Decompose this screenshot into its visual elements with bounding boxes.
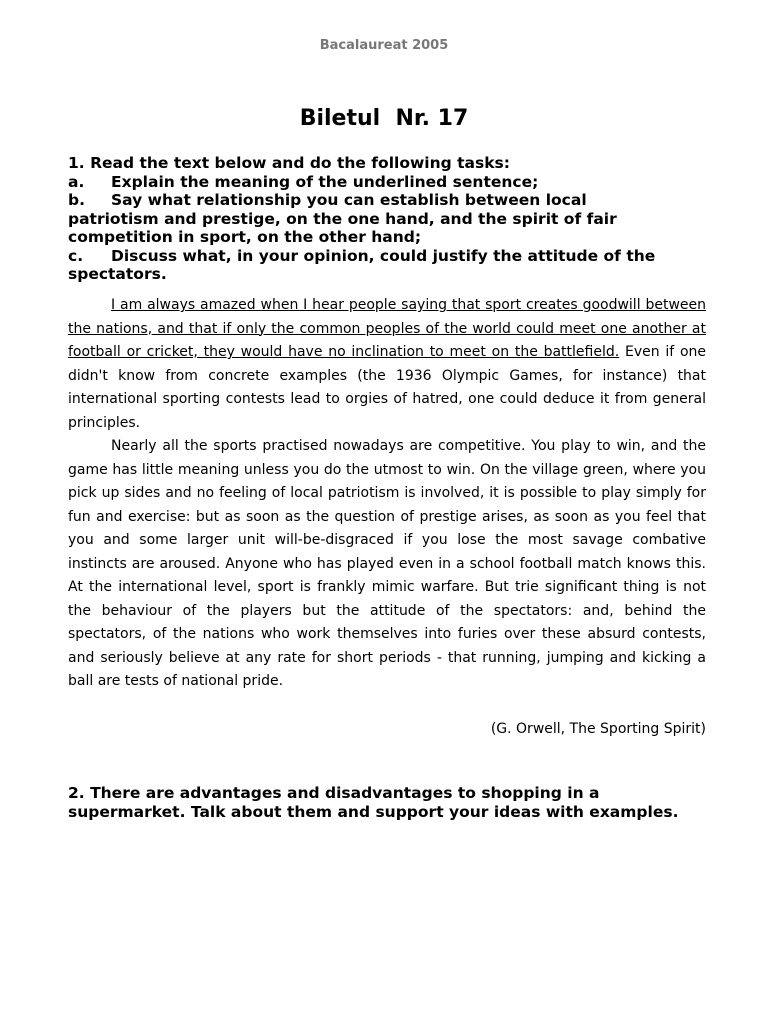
passage-paragraph-1	[68, 294, 706, 435]
task-1-intro: 1. Read the text below and do the following tasks:	[68, 154, 510, 172]
task-1-item-b	[68, 191, 708, 210]
reading-passage	[68, 294, 706, 694]
passage-source: (G. Orwell, The Sporting Spirit)	[490, 721, 706, 737]
task-1	[68, 154, 708, 284]
item-label: b.	[68, 191, 85, 209]
task-1-item-b-cont: patriotism and prestige, on the one hand, and the spirit of fair	[68, 209, 617, 228]
paragraph-text: Even if one didn't know from concrete examples (the 1936 Olympic Games, for instance) that international sporting contests lead to orgies of hatred, one could deduce it from general principles.	[68, 344, 706, 431]
item-text: Discuss what, in your opinion, could justify the attitude of the	[111, 246, 656, 265]
passage-paragraph-2: Nearly all the sports practised nowadays are competitive. You play to win, and the game has little meaning unless you do the utmost to win. On the village green, where you pick up sides and no feeling of local patriotism is involved, it is possible to play simply for fun and exercise: but as soon as the question of prestige arises, as soon as you feel that you and some larger unit will-be-disgraced if you lose the most savage combative instincts are aroused. Anyone who has played even in a school football match knows this. At the international level, sport is frankly mimic warfare. But trie significant thing is not the behaviour of the players but the attitude of the spectators: and, behind the spectators, of the nations who work themselves into furies over these absurd contests, and seriously believe at any rate for short periods - that running, jumping and kicking a ball are tests of national pride.	[68, 438, 706, 689]
item-text: Say what relationship you can establish between local	[111, 191, 587, 209]
task-1-item-c	[68, 247, 708, 266]
item-text: Explain the meaning of the underlined sentence;	[111, 172, 539, 191]
page-title: Biletul Nr. 17	[299, 106, 469, 131]
task-1-item-b-cont: competition in sport, on the other hand;	[68, 228, 422, 246]
task-2: 2. There are advantages and disadvantages to shopping in a supermarket. Talk about them and support your ideas with examples.	[68, 784, 679, 821]
task-1-item-a	[68, 173, 708, 192]
item-label: c.	[68, 246, 84, 265]
task-1-item-c-cont: spectators.	[68, 265, 167, 283]
page-header: Bacalaureat 2005	[319, 38, 449, 53]
underlined-sentence: I am always amazed when I hear people saying that sport creates goodwill between the nations, and that if only the common peoples of the world could meet one another at football or cricket, they would have no inclination to meet on the battlefield.	[68, 297, 706, 360]
item-label: a.	[68, 172, 85, 191]
